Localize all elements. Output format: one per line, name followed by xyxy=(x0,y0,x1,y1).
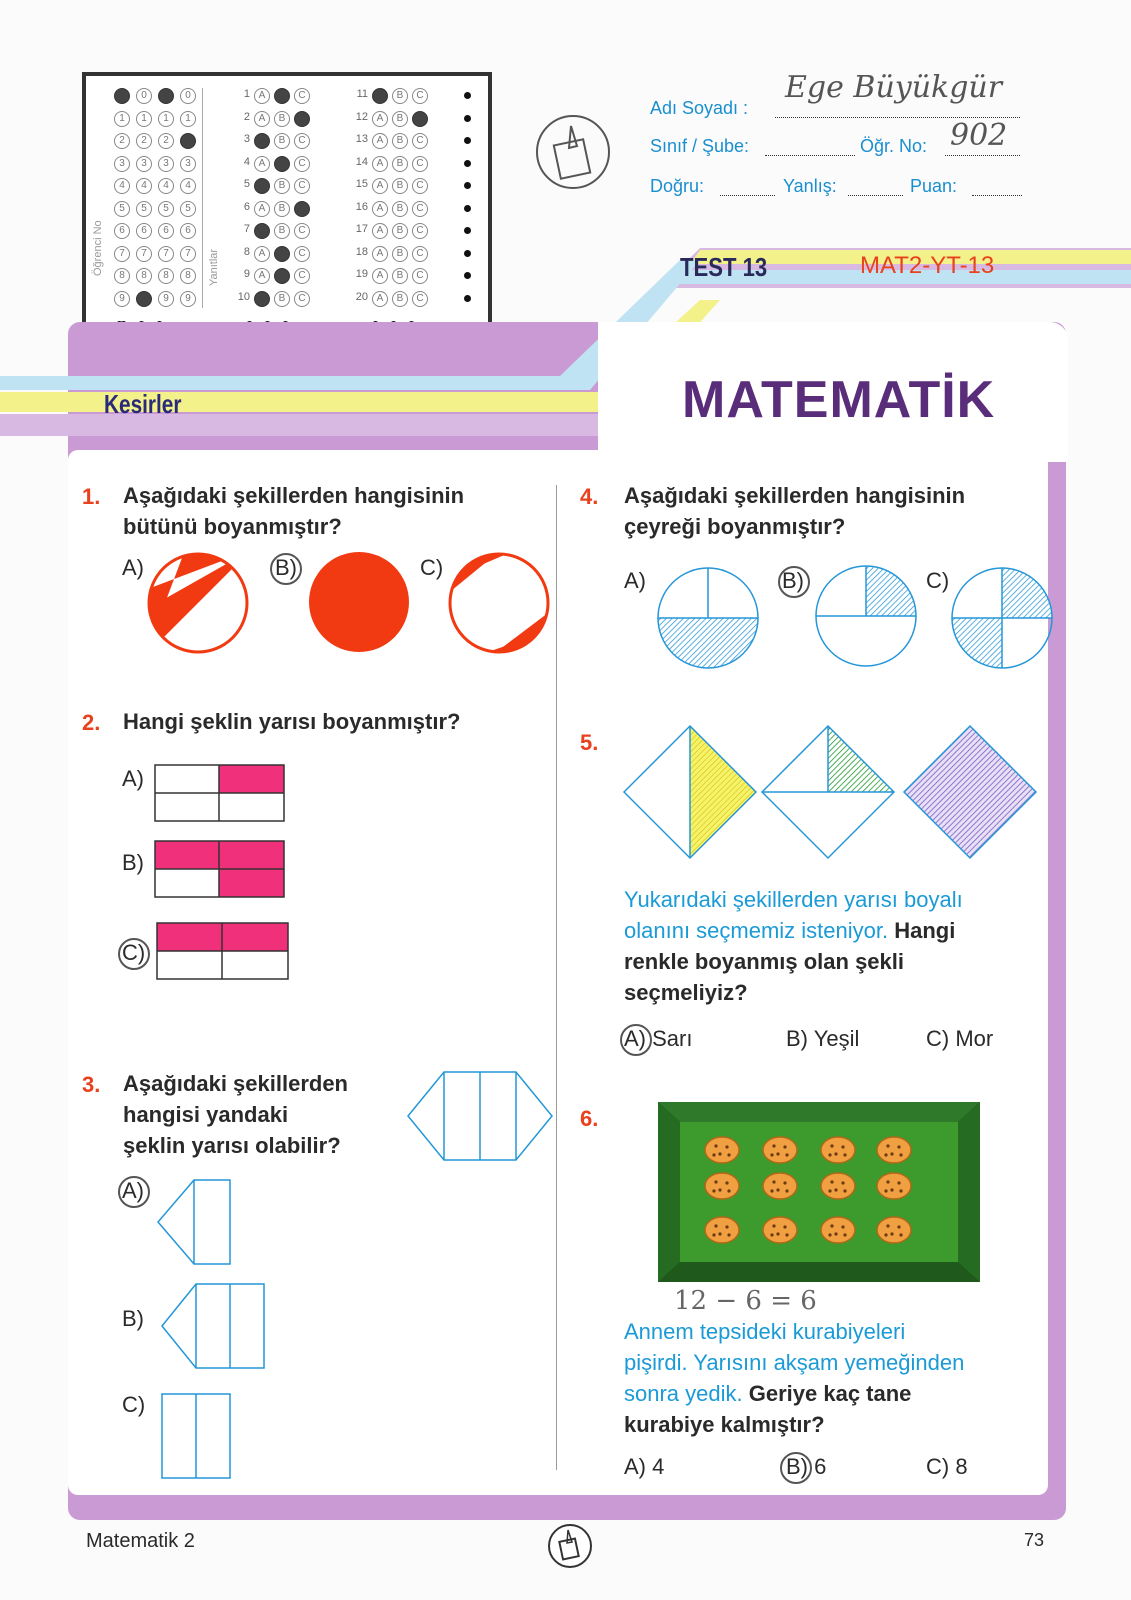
student-no-bubble[interactable]: 4 xyxy=(180,178,196,194)
cookie xyxy=(705,1217,739,1243)
col1-answer-bubble[interactable]: A xyxy=(254,291,270,307)
col2-row-number: 17 xyxy=(355,223,368,235)
col2-answer-bubble[interactable]: C xyxy=(412,133,428,149)
q4-line2: çeyreği boyanmıştır? xyxy=(624,514,846,539)
q5-diamond-purple xyxy=(904,726,1036,858)
q6-option-a[interactable]: A) 4 xyxy=(624,1454,665,1479)
student-no-bubble[interactable]: 9 xyxy=(114,291,130,307)
student-no-bubble[interactable]: 3 xyxy=(180,156,196,172)
q1-circle-a[interactable] xyxy=(145,550,251,656)
cookie-chip xyxy=(727,1189,730,1192)
q5-line2-blue: olanını seçmemiz isteniyor. xyxy=(624,918,889,943)
q3-shape-c[interactable] xyxy=(160,1392,232,1480)
footer-logo-icon xyxy=(546,1522,594,1570)
cookie-chip xyxy=(785,1189,788,1192)
q5-line4: seçmeliyiz? xyxy=(624,980,748,1005)
cookie xyxy=(763,1137,797,1163)
cookie-chip xyxy=(783,1181,786,1184)
q1-option-c-label[interactable]: C) xyxy=(420,555,444,580)
q1-number: 1. xyxy=(82,484,101,509)
name-label: Adı Soyadı : xyxy=(650,98,749,118)
name-handwritten: Ege Büyükgür xyxy=(785,70,1003,105)
q3-line2: hangisi yandaki xyxy=(123,1102,289,1127)
student-no-bubble[interactable]: 3 xyxy=(158,156,174,172)
col2-answer-bubble[interactable]: C xyxy=(412,291,428,307)
cookie-chip xyxy=(843,1189,846,1192)
col2-answer-bubble[interactable]: B xyxy=(392,178,408,194)
cookie-chip xyxy=(714,1180,717,1183)
col1-answer-bubble[interactable]: A xyxy=(254,201,270,217)
col2-answer-bubble[interactable]: B xyxy=(392,268,408,284)
q3-option-b-label[interactable]: B) xyxy=(122,1306,144,1331)
col2-answer-bubble[interactable]: C xyxy=(412,156,428,172)
cookie-chip xyxy=(776,1152,779,1155)
q1-text xyxy=(123,480,464,542)
timing-mark xyxy=(464,137,471,144)
q2-option-a-label[interactable]: A) xyxy=(122,766,144,791)
cookie-chip xyxy=(770,1233,773,1236)
cookie-chip xyxy=(770,1189,773,1192)
cookie-chip xyxy=(718,1188,721,1191)
cookie-chip xyxy=(712,1153,715,1156)
cookie-chip xyxy=(725,1145,728,1148)
student-no-bubble[interactable]: 5 xyxy=(114,201,130,217)
q1-option-a-label[interactable]: A) xyxy=(122,555,144,580)
cookie-chip xyxy=(843,1153,846,1156)
subject-title: MATEMATİK xyxy=(682,371,996,429)
col2-answer-bubble[interactable]: A xyxy=(372,88,388,104)
cookie xyxy=(877,1217,911,1243)
cookie xyxy=(763,1173,797,1199)
col1-answer-bubble[interactable]: B xyxy=(274,223,290,239)
col2-row-number: 14 xyxy=(355,155,368,168)
col1-answer-bubble[interactable]: C xyxy=(294,111,310,127)
student-no-bubble[interactable]: 6 xyxy=(114,223,130,239)
cookie-chip xyxy=(828,1153,831,1156)
cookie-chip xyxy=(884,1189,887,1192)
q1-circle-b[interactable] xyxy=(306,549,412,655)
col1-row-number: 8 xyxy=(243,245,250,258)
class-label: Sınıf / Şube: xyxy=(650,136,750,156)
cookie-chip xyxy=(727,1233,730,1236)
student-no-bubble[interactable]: 6 xyxy=(158,223,174,239)
col2-answer-bubble[interactable]: C xyxy=(412,223,428,239)
cookie-chip xyxy=(897,1225,900,1228)
student-no-bubble[interactable]: 9 xyxy=(136,291,152,307)
cookie-chip xyxy=(830,1224,833,1227)
col1-answer-bubble[interactable]: C xyxy=(294,88,310,104)
student-no-bubble[interactable]: 5 xyxy=(180,201,196,217)
col2-row-number: 15 xyxy=(355,178,368,190)
col1-answer-bubble[interactable]: B xyxy=(274,291,290,307)
cookie-chip xyxy=(783,1225,786,1228)
cookie-chip xyxy=(834,1152,837,1155)
q2-rect-a[interactable] xyxy=(154,764,286,824)
col2-answer-bubble[interactable]: C xyxy=(412,88,428,104)
cookie xyxy=(763,1217,797,1243)
q5-diamonds xyxy=(622,724,1042,860)
cookie-chip xyxy=(899,1233,902,1236)
cookie-chip xyxy=(899,1189,902,1192)
q3-line1: Aşağıdaki şekillerden xyxy=(123,1071,348,1096)
student-no-bubble[interactable]: 0 xyxy=(158,88,174,104)
q3-number: 3. xyxy=(82,1072,101,1097)
col1-answer-bubble[interactable]: B xyxy=(274,201,290,217)
col1-answer-bubble[interactable]: B xyxy=(274,178,290,194)
q4-line1: Aşağıdaki şekillerden hangisinin xyxy=(624,483,966,508)
q4-option-b-label[interactable]: B) xyxy=(782,568,804,593)
score-label: Puan: xyxy=(910,176,958,196)
q3-target-shape xyxy=(406,1070,554,1162)
student-no-bubble[interactable]: 3 xyxy=(114,156,130,172)
student-no-bubble[interactable]: 9 xyxy=(180,291,196,307)
student-no-bubble[interactable]: 1 xyxy=(180,111,196,127)
q3-line3: şeklin yarısı olabilir? xyxy=(123,1133,341,1158)
q5-line2-bold: Hangi xyxy=(894,918,956,943)
col2-row-number: 20 xyxy=(355,290,368,303)
q2-rect-c[interactable] xyxy=(156,922,290,982)
student-no-bubble[interactable]: 7 xyxy=(180,246,196,262)
cookie xyxy=(821,1217,855,1243)
cookie-chip xyxy=(897,1145,900,1148)
student-no-bubble[interactable]: 7 xyxy=(114,246,130,262)
col1-answer-bubble[interactable]: C xyxy=(294,223,310,239)
cookie-chip xyxy=(890,1188,893,1191)
cookie-chip xyxy=(727,1153,730,1156)
q1-line1: Aşağıdaki şekillerden hangisinin xyxy=(123,483,465,508)
cookie-chip xyxy=(772,1144,775,1147)
cookie-chip xyxy=(725,1225,728,1228)
col2-row-number: 19 xyxy=(355,268,368,280)
col2-row-number: 13 xyxy=(355,133,368,145)
col1-answer-bubble[interactable]: B xyxy=(274,111,290,127)
student-no-bubble[interactable]: 6 xyxy=(136,223,152,239)
q5-line3: renkle boyanmış olan şekli xyxy=(624,949,905,974)
cookie-chip xyxy=(783,1145,786,1148)
col2-answer-bubble[interactable]: A xyxy=(372,178,388,194)
col1-row-number: 5 xyxy=(243,178,250,190)
student-no-bubble[interactable]: 1 xyxy=(158,111,174,127)
col1-answer-bubble[interactable]: A xyxy=(254,178,270,194)
col2-answer-bubble[interactable]: A xyxy=(372,156,388,172)
col1-answer-bubble[interactable]: C xyxy=(294,156,310,172)
q4-option-c-label[interactable]: C) xyxy=(926,568,950,593)
student-no-bubble[interactable]: 1 xyxy=(114,111,130,127)
student-no-bubble[interactable]: 1 xyxy=(136,111,152,127)
col2-answer-bubble[interactable]: C xyxy=(412,201,428,217)
q6-line4: kurabiye kalmıştır? xyxy=(624,1412,825,1437)
q3-shape-b[interactable] xyxy=(160,1282,268,1370)
student-no-bubble[interactable]: 3 xyxy=(136,156,152,172)
cookie-tray-image xyxy=(658,1102,980,1282)
col2-answer-bubble[interactable]: C xyxy=(412,111,428,127)
student-no-bubble[interactable]: 9 xyxy=(158,291,174,307)
q4-marked-answer xyxy=(778,566,810,598)
timing-mark xyxy=(464,227,471,234)
col1-answer-bubble[interactable]: C xyxy=(294,246,310,262)
cookie-chip xyxy=(841,1181,844,1184)
col1-answer-bubble[interactable]: C xyxy=(294,178,310,194)
q3-text xyxy=(123,1068,348,1161)
col2-answer-bubble[interactable]: B xyxy=(392,246,408,262)
student-no-bubble[interactable]: 2 xyxy=(180,133,196,149)
student-no-bubble[interactable]: 2 xyxy=(114,133,130,149)
q2-option-c-label[interactable]: C) xyxy=(122,940,146,965)
q4-circle-c[interactable] xyxy=(950,566,1054,670)
col2-answer-bubble[interactable]: B xyxy=(392,133,408,149)
q5-option-b[interactable]: B) Yeşil xyxy=(786,1026,860,1051)
student-no-line[interactable] xyxy=(945,154,1020,156)
q2-option-b-label[interactable]: B) xyxy=(122,850,144,875)
q2-text: Hangi şeklin yarısı boyanmıştır? xyxy=(123,709,461,734)
q5-line1: Yukarıdaki şekillerden yarısı boyalı xyxy=(624,887,963,912)
col1-answer-bubble[interactable]: A xyxy=(254,133,270,149)
col1-row-number: 7 xyxy=(243,223,250,235)
col1-row-number: 3 xyxy=(243,133,250,145)
col2-answer-bubble[interactable]: A xyxy=(372,268,388,284)
col1-answer-bubble[interactable]: B xyxy=(274,246,290,262)
col2-row-number: 12 xyxy=(355,110,368,123)
cookie-chip xyxy=(714,1224,717,1227)
q3-option-c-label[interactable]: C) xyxy=(122,1392,146,1417)
cookie-chip xyxy=(834,1232,837,1235)
col2-row-number: 11 xyxy=(356,88,368,100)
cookie-chip xyxy=(890,1152,893,1155)
timing-mark xyxy=(464,92,471,99)
student-no-bubble[interactable]: 5 xyxy=(158,201,174,217)
student-no-bubble[interactable]: 0 xyxy=(114,88,130,104)
q1-option-b-label[interactable]: B) xyxy=(275,555,297,580)
score-line[interactable] xyxy=(972,194,1022,196)
q4-circle-b[interactable] xyxy=(814,564,918,668)
pencil-logo-icon xyxy=(533,112,613,192)
q2-number: 2. xyxy=(82,710,101,735)
col2-answer-bubble[interactable]: B xyxy=(392,156,408,172)
student-no-bubble[interactable]: 8 xyxy=(114,268,130,284)
cookie-chip xyxy=(830,1180,833,1183)
student-no-bubble[interactable]: 7 xyxy=(158,246,174,262)
cookie-chip xyxy=(886,1180,889,1183)
col2-answer-bubble[interactable]: B xyxy=(392,291,408,307)
q4-circle-a[interactable] xyxy=(656,566,760,670)
cookie-chip xyxy=(714,1144,717,1147)
cookie xyxy=(877,1137,911,1163)
cookie-chip xyxy=(884,1233,887,1236)
col1-answer-bubble[interactable]: C xyxy=(294,291,310,307)
wrong-line[interactable] xyxy=(848,194,903,196)
q6-number: 6. xyxy=(580,1106,599,1131)
col1-answer-bubble[interactable]: B xyxy=(274,156,290,172)
col1-answer-bubble[interactable]: C xyxy=(294,268,310,284)
test-number: TEST 13 xyxy=(680,252,768,282)
q6-text xyxy=(624,1316,964,1440)
q6-option-b[interactable]: B) 6 xyxy=(786,1454,827,1479)
page-number: 73 xyxy=(1024,1530,1045,1550)
col2-answer-bubble[interactable]: B xyxy=(392,223,408,239)
q3-option-a-label[interactable]: A) xyxy=(122,1178,144,1203)
cookie-chip xyxy=(712,1189,715,1192)
cookie-chip xyxy=(770,1153,773,1156)
cookie-chip xyxy=(841,1145,844,1148)
col2-answer-bubble[interactable]: A xyxy=(372,133,388,149)
student-no-bubble[interactable]: 6 xyxy=(180,223,196,239)
cookie xyxy=(821,1137,855,1163)
timing-mark xyxy=(464,160,471,167)
cookie-chip xyxy=(712,1233,715,1236)
cookie-chip xyxy=(890,1232,893,1235)
student-no-handwritten: 902 xyxy=(950,118,1008,153)
col1-answer-bubble[interactable]: A xyxy=(254,268,270,284)
cookie xyxy=(877,1173,911,1199)
col1-answer-bubble[interactable]: B xyxy=(274,88,290,104)
cookie-chip xyxy=(897,1181,900,1184)
student-no-bubble[interactable]: 2 xyxy=(158,133,174,149)
col2-answer-bubble[interactable]: A xyxy=(372,246,388,262)
cookie xyxy=(821,1173,855,1199)
student-no-bubble[interactable]: 4 xyxy=(114,178,130,194)
student-no-bubble[interactable]: 0 xyxy=(136,88,152,104)
timing-mark xyxy=(464,115,471,122)
student-no-label: Öğrenci No xyxy=(92,220,104,276)
cookie-chip xyxy=(834,1188,837,1191)
q5-diamond-green xyxy=(762,726,894,858)
col1-row-number: 10 xyxy=(237,290,250,303)
q6-line2: pişirdi. Yarısını akşam yemeğinden xyxy=(624,1350,965,1375)
col1-row-number: 6 xyxy=(243,200,250,213)
q5-diamond-yellow xyxy=(624,726,756,858)
col2-answer-bubble[interactable]: C xyxy=(412,178,428,194)
cookie-chip xyxy=(843,1233,846,1236)
q1-circle-c[interactable] xyxy=(446,550,552,656)
correct-line[interactable] xyxy=(720,194,775,196)
q5-option-a[interactable]: A) Sarı xyxy=(624,1026,693,1051)
cookie-chip xyxy=(772,1224,775,1227)
q4-text xyxy=(624,480,965,542)
q5-marked-answer xyxy=(620,1024,652,1056)
col2-answer-bubble[interactable]: B xyxy=(392,88,408,104)
q5-number: 5. xyxy=(580,730,599,755)
student-no-bubble[interactable]: 8 xyxy=(136,268,152,284)
cookie-chip xyxy=(776,1188,779,1191)
q4-option-a-label[interactable]: A) xyxy=(624,568,646,593)
cookie xyxy=(705,1173,739,1199)
col2-answer-bubble[interactable]: A xyxy=(372,111,388,127)
q1-marked-answer xyxy=(270,553,302,585)
cookie-chip xyxy=(776,1232,779,1235)
student-no-bubble[interactable]: 0 xyxy=(180,88,196,104)
col2-answer-bubble[interactable]: B xyxy=(392,111,408,127)
student-no-bubble[interactable]: 5 xyxy=(136,201,152,217)
correct-label: Doğru: xyxy=(650,176,705,196)
q6-option-c[interactable]: C) 8 xyxy=(926,1454,968,1479)
q3-shape-a[interactable] xyxy=(156,1178,232,1266)
class-line[interactable] xyxy=(765,154,855,156)
col1-row-number: 2 xyxy=(243,110,250,123)
student-no-bubble[interactable]: 4 xyxy=(158,178,174,194)
q5-text xyxy=(624,884,963,1008)
column-divider xyxy=(556,485,557,1470)
q4-number: 4. xyxy=(580,484,599,509)
q2-rect-b[interactable] xyxy=(154,840,286,900)
topic-label: Kesirler xyxy=(104,389,182,419)
cookie-chip xyxy=(718,1232,721,1235)
cookie-chip xyxy=(886,1144,889,1147)
col1-row-number: 4 xyxy=(243,155,250,168)
cookie xyxy=(705,1137,739,1163)
student-no-bubble[interactable]: 7 xyxy=(136,246,152,262)
student-no-field-label: Öğr. No: xyxy=(860,136,928,156)
q6-line3-bold: Geriye kaç tane xyxy=(748,1381,912,1406)
col1-answer-bubble[interactable]: A xyxy=(254,111,270,127)
col2-answer-bubble[interactable]: C xyxy=(412,268,428,284)
col2-answer-bubble[interactable]: B xyxy=(392,201,408,217)
student-no-bubble[interactable]: 8 xyxy=(180,268,196,284)
q5-option-c[interactable]: C) Mor xyxy=(926,1026,994,1051)
q6-marked-answer xyxy=(780,1452,812,1484)
cookie-chip xyxy=(830,1144,833,1147)
col1-answer-bubble[interactable]: A xyxy=(254,246,270,262)
col1-answer-bubble[interactable]: C xyxy=(294,133,310,149)
timing-mark xyxy=(464,182,471,189)
q2-marked-answer xyxy=(118,938,150,970)
q6-line3-blue: sonra yedik. xyxy=(624,1381,743,1406)
test-code: MAT2-YT-13 xyxy=(860,252,995,279)
cookie-chip xyxy=(828,1189,831,1192)
cookie-chip xyxy=(772,1180,775,1183)
student-no-bubble[interactable]: 4 xyxy=(136,178,152,194)
col1-answer-bubble[interactable]: A xyxy=(254,156,270,172)
cookie-chip xyxy=(785,1233,788,1236)
col1-row-number: 1 xyxy=(243,88,250,100)
q1-line2: bütünü boyanmıştır? xyxy=(123,514,342,539)
col2-answer-bubble[interactable]: A xyxy=(372,291,388,307)
col2-row-number: 16 xyxy=(355,200,368,213)
cookie-chip xyxy=(785,1153,788,1156)
col2-answer-bubble[interactable]: A xyxy=(372,201,388,217)
cookie-chip xyxy=(828,1233,831,1236)
col1-answer-bubble[interactable]: A xyxy=(254,223,270,239)
student-no-bubble[interactable]: 2 xyxy=(136,133,152,149)
cookie-chip xyxy=(884,1153,887,1156)
col2-answer-bubble[interactable]: A xyxy=(372,223,388,239)
col1-answer-bubble[interactable]: B xyxy=(274,268,290,284)
col1-answer-bubble[interactable]: A xyxy=(254,88,270,104)
col1-row-number: 9 xyxy=(243,268,250,280)
col1-answer-bubble[interactable]: C xyxy=(294,201,310,217)
cookie-chip xyxy=(899,1153,902,1156)
student-no-bubble[interactable]: 8 xyxy=(158,268,174,284)
answers-label: Yanıtlar xyxy=(208,248,220,286)
wrong-label: Yanlış: xyxy=(783,176,837,196)
cookie-chip xyxy=(841,1225,844,1228)
col2-row-number: 18 xyxy=(355,245,368,258)
col1-answer-bubble[interactable]: B xyxy=(274,133,290,149)
q3-marked-answer xyxy=(118,1176,150,1208)
footer-book-title: Matematik 2 xyxy=(86,1530,195,1552)
q6-line1: Annem tepsideki kurabiyeleri xyxy=(624,1319,906,1344)
q6-handwritten-calc: 12 − 6 = 6 xyxy=(674,1286,817,1316)
col2-answer-bubble[interactable]: C xyxy=(412,246,428,262)
cookie-chip xyxy=(725,1181,728,1184)
cookie-chip xyxy=(718,1152,721,1155)
cookie-chip xyxy=(886,1224,889,1227)
timing-mark xyxy=(464,205,471,212)
